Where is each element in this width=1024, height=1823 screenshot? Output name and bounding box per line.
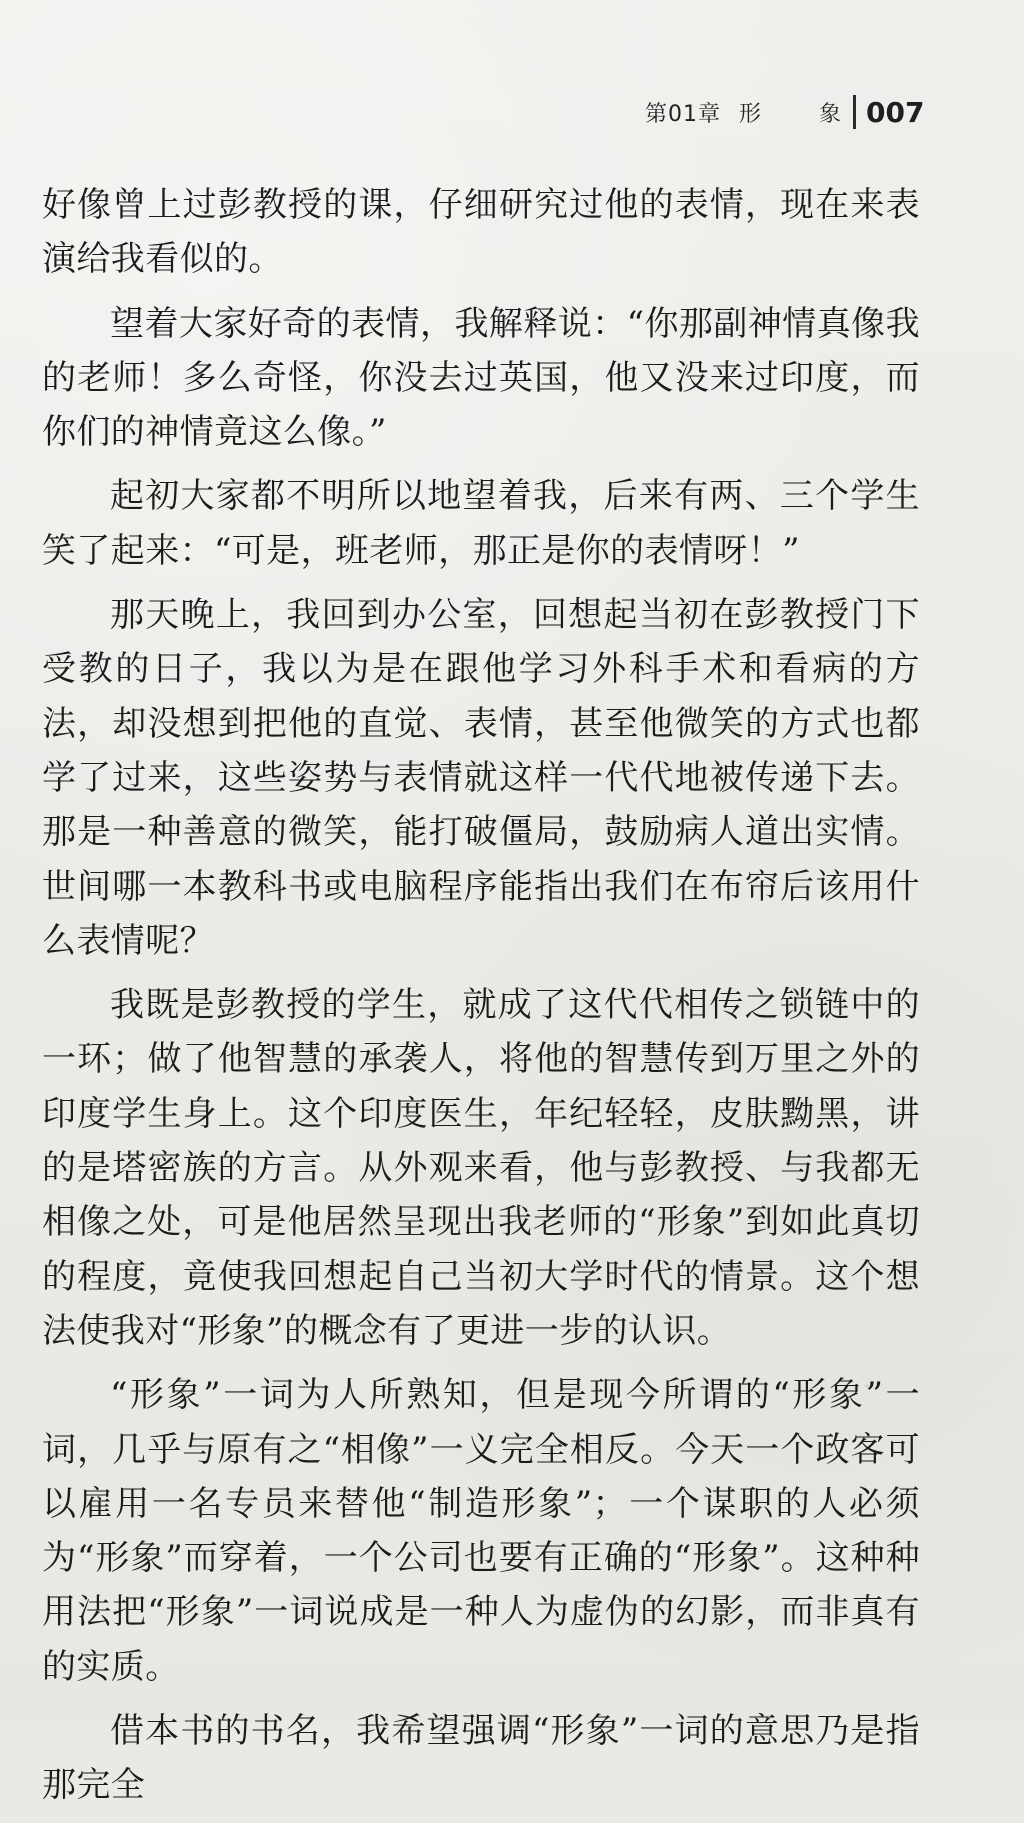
paragraph: 起初大家都不明所以地望着我，后来有两、三个学生笑了起来：“可是，班老师，那正是你的表情呀！” [42,476,920,571]
paragraph: 那天晚上，我回到办公室，回想起当初在彭教授门下受教的日子，我以为是在跟他学习外科手术和看病的方法，却没想到把他的直觉、表情，甚至他微笑的方式也都学了过来，这些姿势与表情就这样一代代地被传递下去。那是一种善意的微笑，能打破僵局，鼓励病人道出实情。世间哪一本教科书或电脑程序能指出我们在布帘后该用什么表情呢？ [42,595,920,961]
paper-speck [914,1508,916,1510]
paper-speck [865,1384,869,1388]
running-header [645,92,925,132]
chapter-title-char-1: 形 [739,101,762,127]
chapter-label: 第01章 [645,101,721,127]
paragraph: 好像曾上过彭教授的课，仔细研究过他的表情，现在来表演给我看似的。 [42,185,920,280]
page-body [42,178,920,1823]
paper-speck [118,1286,121,1289]
paragraph: “形象”一词为人所熟知，但是现今所谓的“形象”一词，几乎与原有之“相像”一义完全相反。今天一个政客可以雇用一名专员来替他“制造形象”；一个谋职的人必须为“形象”而穿着，一个公司也要有正确的“形象”。这种种用法把“形象”一词说成是一种人为虚伪的幻影，而非真有的实质。 [42,1375,920,1687]
paragraph: 借本书的书名，我希望强调“形象”一词的意思乃是指那完全 [42,1711,920,1806]
paragraph: 望着大家好奇的表情，我解释说：“你那副神情真像我的老师！多么奇怪，你没去过英国，他又没来过印度，而你们的神情竟这么像。” [42,303,920,453]
chapter-title-char-2: 象 [819,101,842,127]
header-divider [853,95,856,129]
paragraph: 我既是彭教授的学生，就成了这代代相传之锁链中的一环；做了他智慧的承袭人，将他的智慧传到万里之外的印度学生身上。这个印度医生，年纪轻轻，皮肤黝黑，讲的是塔密族的方言。从外观来看，他与彭教授、与我都无相像之处，可是他居然呈现出我老师的“形象”到如此真切的程度，竟使我回想起自己当初大学时代的情景。这个想法使我对“形象”的概念有了更进一步的认识。 [42,985,920,1351]
page-number: 007 [866,95,925,129]
